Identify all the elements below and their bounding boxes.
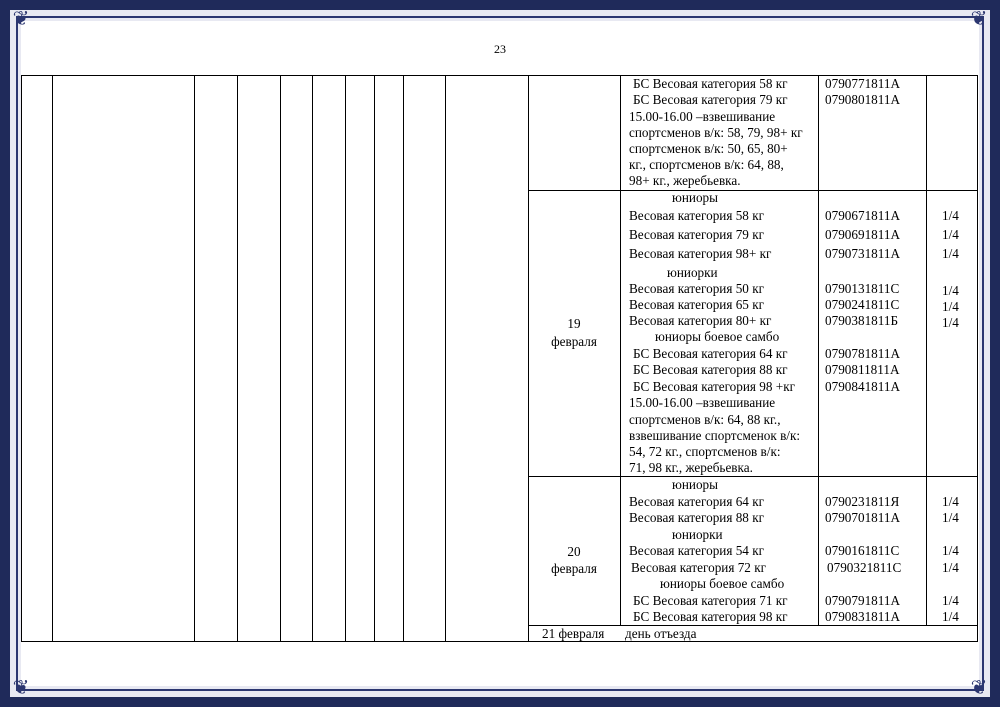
event-code: 0790791811А bbox=[825, 593, 900, 608]
departure-date: 21 февраля bbox=[542, 626, 605, 641]
page-number: 23 bbox=[494, 42, 506, 56]
event-line: Весовая категория 72 кг bbox=[631, 560, 767, 575]
event-line: Весовая категория 88 кг bbox=[629, 510, 765, 525]
table-column-line bbox=[926, 75, 927, 625]
group-heading: юниоры боевое самбо bbox=[655, 329, 780, 344]
table-column-line bbox=[52, 75, 53, 641]
table-border bbox=[21, 641, 978, 642]
table-column-line bbox=[237, 75, 238, 641]
table-border bbox=[21, 75, 22, 641]
event-code: 0790801811А bbox=[825, 92, 900, 107]
group-heading: юниоры bbox=[672, 477, 719, 492]
event-code: 0790781811А bbox=[825, 346, 900, 361]
date-day: 19 bbox=[567, 316, 581, 331]
departure-event: день отъезда bbox=[625, 626, 697, 641]
event-code: 0790841811А bbox=[825, 379, 900, 394]
table-row-line bbox=[528, 476, 978, 477]
event-code: 0790131811С bbox=[825, 281, 900, 296]
table-column-line bbox=[345, 75, 346, 641]
group-heading: юниоры боевое самбо bbox=[660, 576, 785, 591]
event-share: 1/4 bbox=[942, 227, 959, 242]
event-line: спортсменов в/к: 58, 79, 98+ кг bbox=[629, 125, 803, 140]
event-line: Весовая категория 50 кг bbox=[629, 281, 765, 296]
table-column-line bbox=[280, 75, 281, 641]
event-code: 0790701811А bbox=[825, 510, 900, 525]
event-code: 0790671811А bbox=[825, 208, 900, 223]
date-month: февраля bbox=[551, 561, 597, 576]
event-line: спортсменов в/к: 64, 88 кг., bbox=[629, 412, 781, 427]
event-code: 0790231811Я bbox=[825, 494, 900, 509]
event-line: Весовая категория 65 кг bbox=[629, 297, 765, 312]
event-line: Весовая категория 64 кг bbox=[629, 494, 765, 509]
table-border bbox=[977, 75, 978, 641]
corner-ornament-icon: ❦ bbox=[12, 677, 30, 699]
table-column-line bbox=[620, 75, 621, 625]
event-line: спортсменок в/к: 50, 65, 80+ bbox=[629, 141, 788, 156]
group-heading: юниоры bbox=[672, 190, 719, 205]
event-line: Весовая категория 80+ кг bbox=[629, 313, 772, 328]
event-line: 54, 72 кг., спортсменов в/к: bbox=[629, 444, 781, 459]
event-code: 0790831811А bbox=[825, 609, 900, 624]
event-share: 1/4 bbox=[942, 543, 959, 558]
event-share: 1/4 bbox=[942, 609, 959, 624]
event-share: 1/4 bbox=[942, 246, 959, 261]
event-line: 15.00-16.00 –взвешивание bbox=[629, 395, 776, 410]
date-month: февраля bbox=[551, 334, 597, 349]
event-share: 1/4 bbox=[942, 494, 959, 509]
table-column-line bbox=[194, 75, 195, 641]
event-line: кг., спортсменов в/к: 64, 88, bbox=[629, 157, 784, 172]
event-code: 0790321811С bbox=[827, 560, 902, 575]
event-share: 1/4 bbox=[942, 593, 959, 608]
event-line: БС Весовая категория 71 кг bbox=[633, 593, 788, 608]
event-line: Весовая категория 79 кг bbox=[629, 227, 765, 242]
event-share: 1/4 bbox=[942, 299, 959, 314]
event-code: 0790771811А bbox=[825, 76, 900, 91]
table-column-line bbox=[403, 75, 404, 641]
group-heading: юниорки bbox=[667, 265, 718, 280]
event-line: 71, 98 кг., жеребьевка. bbox=[629, 460, 753, 475]
event-share: 1/4 bbox=[942, 315, 959, 330]
group-heading: юниорки bbox=[672, 527, 723, 542]
table-column-line bbox=[445, 75, 446, 641]
event-line: БС Весовая категория 79 кг bbox=[633, 92, 788, 107]
event-line: БС Весовая категория 58 кг bbox=[633, 76, 788, 91]
event-code: 0790241811С bbox=[825, 297, 900, 312]
event-line: БС Весовая категория 98 кг bbox=[633, 609, 788, 624]
event-share: 1/4 bbox=[942, 208, 959, 223]
corner-ornament-icon: ❦ bbox=[12, 8, 30, 30]
event-code: 0790381811Б bbox=[825, 313, 899, 328]
event-code: 0790731811А bbox=[825, 246, 900, 261]
event-line: БС Весовая категория 64 кг bbox=[633, 346, 788, 361]
table-column-line bbox=[818, 75, 819, 625]
event-line: БС Весовая категория 88 кг bbox=[633, 362, 788, 377]
date-day: 20 bbox=[567, 544, 581, 559]
event-code: 0790811811А bbox=[825, 362, 900, 377]
event-line: Весовая категория 54 кг bbox=[629, 543, 765, 558]
event-line: 15.00-16.00 –взвешивание bbox=[629, 109, 776, 124]
event-share: 1/4 bbox=[942, 283, 959, 298]
table-column-line bbox=[374, 75, 375, 641]
event-line: Весовая категория 58 кг bbox=[629, 208, 765, 223]
event-line: 98+ кг., жеребьевка. bbox=[629, 173, 741, 188]
event-share: 1/4 bbox=[942, 510, 959, 525]
event-line: Весовая категория 98+ кг bbox=[629, 246, 772, 261]
event-code: 0790691811А bbox=[825, 227, 900, 242]
table-column-line bbox=[312, 75, 313, 641]
event-code: 0790161811С bbox=[825, 543, 900, 558]
event-line: БС Весовая категория 98 +кг bbox=[633, 379, 796, 394]
table-row-line bbox=[528, 190, 978, 191]
corner-ornament-icon: ❦ bbox=[970, 8, 988, 30]
event-share: 1/4 bbox=[942, 560, 959, 575]
event-line: взвешивание спортсменок в/к: bbox=[629, 428, 801, 443]
corner-ornament-icon: ❦ bbox=[970, 677, 988, 699]
